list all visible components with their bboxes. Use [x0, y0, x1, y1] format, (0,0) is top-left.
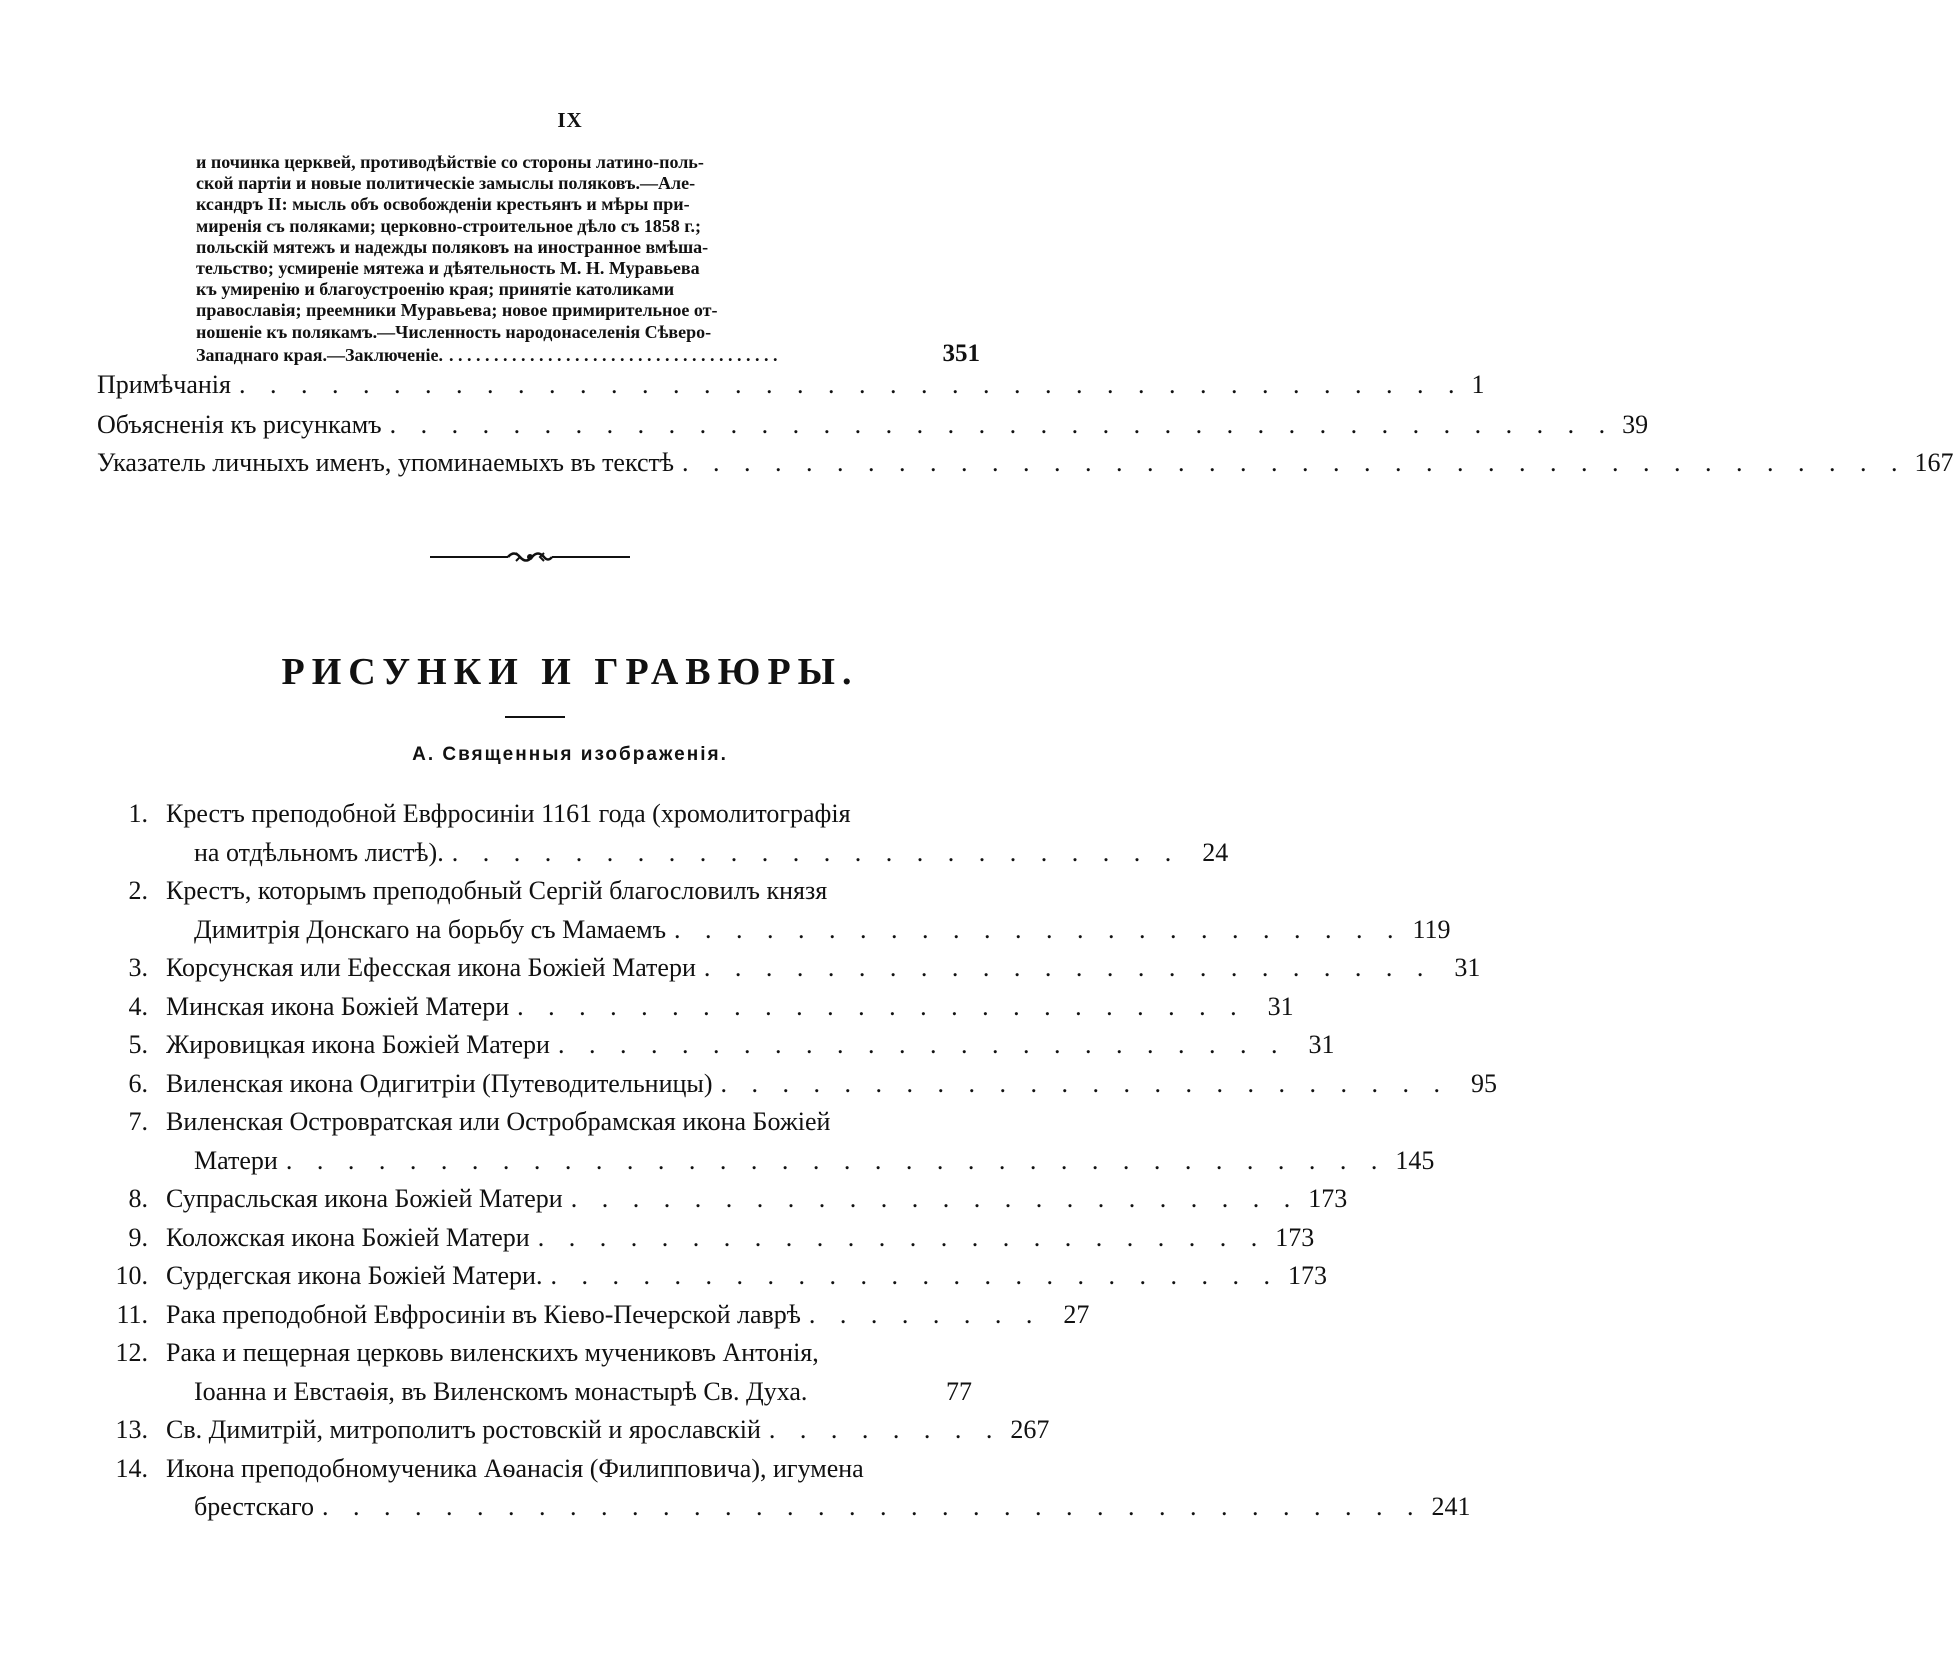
item-page: 119 — [1412, 914, 1451, 944]
item-text: Сурдегская икона Божіей Матери. — [166, 1261, 543, 1290]
dot-leader: . . . . . . . . . . . . . . . . . . . . . . . . . . . . . . . . . . . . — [285, 1145, 1387, 1175]
list-item — [90, 1296, 1090, 1335]
item-number: 12. — [115, 1338, 148, 1367]
subsection-title: А. Священныя изображенія. — [412, 744, 728, 765]
summary-line: ксандръ II: мысль объ освобожденіи крестьянъ и мѣры при- — [196, 194, 690, 215]
item-text: Коложская икона Божіей Матери — [166, 1222, 530, 1252]
item-page: 31 — [1308, 1030, 1335, 1059]
item-number: 2. — [128, 876, 148, 905]
list-item — [90, 1334, 972, 1411]
toc-title: Объясненія къ рисункамъ — [97, 410, 382, 439]
summary-line: тельство; усмиреніе мятежа и дѣятельность М. Н. Муравьева — [196, 257, 700, 278]
list-item — [90, 1450, 1471, 1527]
item-text: брестскаго — [194, 1492, 314, 1521]
item-page: 267 — [1010, 1415, 1050, 1444]
item-page: 31 — [1454, 953, 1481, 982]
list-item — [90, 1026, 1335, 1065]
item-text: Минская икона Божіей Матери — [166, 991, 510, 1021]
list-item — [90, 795, 1229, 872]
list-item — [90, 1219, 1315, 1258]
item-page: 173 — [1308, 1184, 1348, 1213]
item-text: Супрасльская икона Божіей Матери — [166, 1184, 563, 1213]
item-number: 3. — [128, 953, 148, 982]
list-item — [90, 1180, 1348, 1219]
toc-entry-index — [97, 448, 1953, 486]
item-number: 7. — [128, 1107, 148, 1136]
item-text: Жировицкая икона Божіей Матери — [166, 1030, 550, 1059]
summary-line: православія; преемники Муравьева; новое примирительное от- — [196, 300, 718, 321]
item-number: 5. — [128, 1030, 148, 1059]
dot-leader: . . . . . . . . . . . . . . . . . . . . . . . . . . . . . . . . . . . . . — [449, 344, 778, 365]
item-number: 6. — [128, 1068, 148, 1098]
item-page: 24 — [1202, 837, 1229, 867]
item-text: Рака и пещерная церковь виленскихъ мучениковъ Антонія, — [166, 1338, 819, 1367]
item-text: Корсунская или Ефесская икона Божіей Матери — [166, 953, 696, 982]
toc-page: 1 — [1471, 370, 1485, 399]
list-item — [90, 1411, 1050, 1450]
toc-entry-notes — [97, 370, 1485, 408]
item-page: 27 — [1063, 1299, 1090, 1329]
list-item — [90, 988, 1294, 1027]
summary-line: къ умиренію и благоустроенію края; принятіе католиками — [196, 279, 675, 300]
dot-leader: . . . . . . . . . . . . . . . . . . . . . . . . — [674, 914, 1403, 944]
item-page: 241 — [1431, 1492, 1471, 1521]
dot-leader: . . . . . . . . . . . . . . . . . . . . . . . . — [703, 953, 1433, 982]
summary-page: 351 — [942, 339, 980, 367]
summary-last-text: Западнаго края.—Заключеніе. — [196, 344, 443, 365]
dot-leader: . . . . . . . . . . . . . . . . . . . . . . . . — [550, 1261, 1279, 1290]
dot-leader: . . . . . . . . . . . . . . . . . . . . . . . . — [537, 1222, 1267, 1252]
ornament-divider-icon — [430, 549, 630, 565]
dot-leader: . . . . . . . . . . . . . . . . . . . . . . . . . . . . . . . . . . . . . . . . — [681, 448, 1907, 477]
dot-leader: . . . . . . . . . . . . . . . . . . . . . . . . — [570, 1184, 1300, 1213]
list-item — [90, 1257, 1327, 1296]
list-item — [90, 1103, 1435, 1180]
item-text: Виленская икона Одигитріи (Путеводительницы) — [166, 1068, 713, 1098]
item-text: Икона преподобномученика Аѳанасія (Филипповича), игумена — [166, 1453, 864, 1483]
list-item — [90, 1065, 1498, 1104]
item-text: Димитрія Донскаго на борьбу съ Мамаемъ — [194, 914, 667, 944]
item-number: 4. — [128, 991, 148, 1021]
page-number: IX — [557, 108, 583, 132]
toc-page: 39 — [1622, 410, 1649, 439]
item-page: 95 — [1471, 1068, 1498, 1098]
item-text: Матери — [194, 1145, 278, 1175]
item-page: 31 — [1267, 991, 1294, 1021]
summary-last-line — [196, 339, 980, 367]
toc-entry-explanations — [97, 410, 1649, 448]
item-page: 173 — [1275, 1222, 1315, 1252]
toc-page: 167 — [1914, 448, 1953, 477]
item-text: на отдѣльномъ листѣ). — [194, 837, 444, 867]
item-number: 13. — [115, 1415, 148, 1444]
dot-leader: . . . . . . . . — [808, 1299, 1042, 1329]
toc-title: Указатель личныхъ именъ, упоминаемыхъ въ текстѣ — [97, 448, 674, 477]
chapter-summary — [196, 152, 980, 367]
dot-leader: . . . . . . . . . . . . . . . . . . . . . . . . — [557, 1030, 1287, 1059]
item-page: 145 — [1395, 1145, 1435, 1175]
list-item — [90, 949, 1481, 988]
item-text: Іоанна и Евстаѳія, въ Виленскомъ монастырѣ Св. Духа. — [194, 1376, 808, 1406]
item-number: 9. — [128, 1222, 148, 1252]
toc-title: Примѣчанія — [97, 370, 231, 399]
item-page: 77 — [946, 1376, 972, 1406]
item-text: Крестъ, которымъ преподобный Сергій благословилъ князя — [166, 876, 828, 905]
dot-leader: . . . . . . . . . . . . . . . . . . . . . . . . . . . . . . . . . . . . . . . . — [389, 410, 1615, 439]
summary-line: ношеніе къ полякамъ.—Численность народонаселенія Сѣверо- — [196, 321, 712, 342]
dot-leader: . . . . . . . . — [768, 1415, 1002, 1444]
summary-line: и починка церквей, противодѣйствіе со стороны латино-поль- — [196, 152, 704, 172]
item-text: Рака преподобной Евфросиніи въ Кіево-Печерской лаврѣ — [166, 1299, 801, 1329]
title-rule — [505, 716, 565, 718]
section-title: РИСУНКИ И ГРАВЮРЫ. — [281, 651, 859, 693]
item-number: 11. — [116, 1299, 148, 1329]
item-number: 1. — [128, 799, 148, 828]
summary-line: миренія съ поляками; церковно-строительное дѣло съ 1858 г.; — [196, 215, 701, 236]
dot-leader: . . . . . . . . . . . . . . . . . . . . . . . . . . . . . . . . . . . . — [321, 1492, 1423, 1521]
item-number: 10. — [115, 1261, 148, 1290]
item-number: 14. — [115, 1453, 148, 1483]
dot-leader: . . . . . . . . . . . . . . . . . . . . . . . . — [451, 837, 1181, 867]
item-text: Св. Димитрій, митрополитъ ростовскій и ярославскій — [166, 1415, 761, 1444]
illustrations-list — [90, 795, 1498, 1527]
dot-leader: . . . . . . . . . . . . . . . . . . . . . . . . . . . . . . . . . . . . . . . . — [238, 370, 1464, 399]
item-text: Крестъ преподобной Евфросиніи 1161 года (хромолитографія — [166, 799, 851, 828]
summary-line: ской партіи и новые политическіе замыслы поляковъ.—Але- — [196, 173, 696, 194]
dot-leader: . . . . . . . . . . . . . . . . . . . . . . . . — [517, 991, 1246, 1021]
dot-leader: . . . . . . . . . . . . . . . . . . . . . . . . — [720, 1068, 1450, 1098]
item-page: 173 — [1287, 1261, 1327, 1290]
summary-line: польскій мятежъ и надежды поляковъ на иностранное вмѣша- — [196, 236, 709, 257]
item-text: Виленская Островратская или Остробрамская икона Божіей — [166, 1107, 831, 1136]
item-number: 8. — [128, 1184, 148, 1213]
list-item — [90, 872, 1451, 949]
